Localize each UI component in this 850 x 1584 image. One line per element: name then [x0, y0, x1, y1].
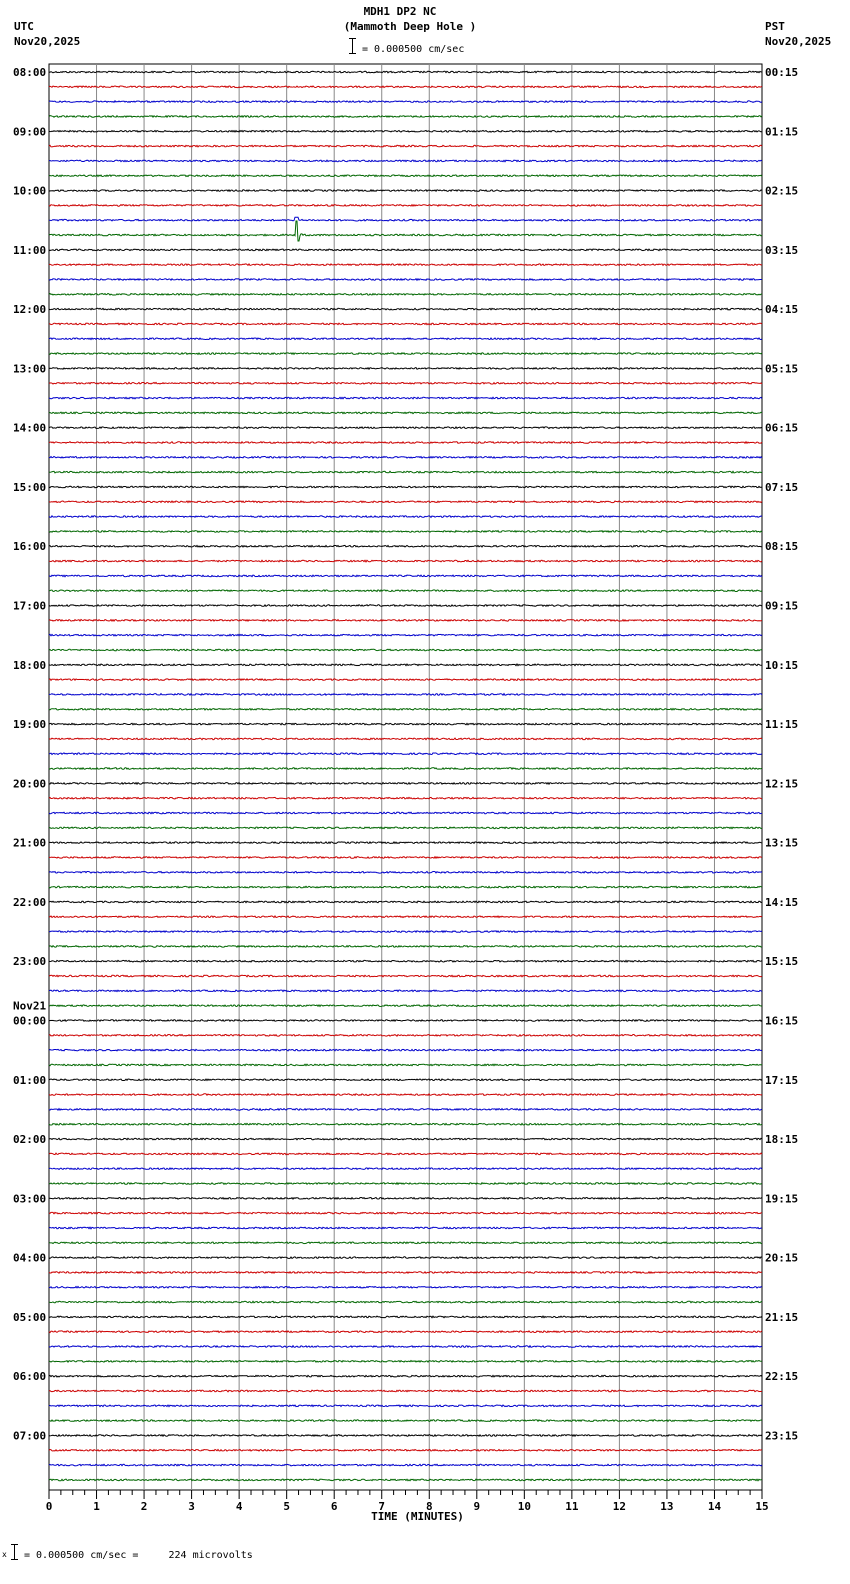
seismic-trace — [49, 412, 762, 414]
right-date: Nov20,2025 — [765, 35, 832, 48]
seismic-trace — [49, 1331, 762, 1333]
seismic-trace — [49, 1198, 762, 1200]
seismic-trace — [49, 664, 762, 666]
pst-hour-label: 08:15 — [765, 540, 799, 554]
station-title: MDH1 DP2 NC — [363, 5, 437, 18]
seismic-trace — [49, 827, 762, 829]
pst-hour-label: 10:15 — [765, 658, 799, 672]
seismic-trace — [49, 442, 762, 444]
seismic-trace — [49, 634, 762, 636]
x-tick-label: 2 — [140, 1500, 148, 1513]
utc-hour-label: 11:00 — [13, 243, 47, 257]
seismic-trace — [49, 1346, 762, 1348]
seismic-trace — [49, 1450, 762, 1452]
seismic-trace — [49, 427, 762, 429]
seismic-trace — [49, 1316, 762, 1318]
x-tick-label: 0 — [45, 1500, 53, 1513]
seismic-trace — [49, 1064, 762, 1066]
seismic-trace — [49, 960, 762, 962]
utc-hour-label: 10:00 — [13, 184, 47, 198]
utc-hour-label: 05:00 — [13, 1310, 47, 1324]
utc-hour-label: 14:00 — [13, 421, 47, 435]
seismic-trace — [49, 264, 762, 266]
utc-hour-label: 19:00 — [13, 718, 47, 732]
seismic-trace — [49, 531, 762, 533]
station-location: (Mammoth Deep Hole ) — [343, 20, 477, 33]
footer-calibration-text: = 0.000500 cm/sec = 224 microvolts — [24, 1550, 253, 1561]
seismic-trace — [49, 545, 762, 547]
seismic-trace — [49, 1227, 762, 1229]
footer-x-marker: x — [2, 1550, 7, 1559]
pst-hour-label: 01:15 — [765, 125, 799, 139]
pst-hour-label: 19:15 — [765, 1192, 799, 1206]
utc-hour-label: 12:00 — [13, 303, 47, 317]
seismic-trace — [49, 590, 762, 592]
utc-hour-label: 21:00 — [13, 836, 47, 850]
x-tick-label: 3 — [188, 1500, 195, 1513]
seismic-trace — [49, 886, 762, 888]
seismic-trace — [49, 1020, 762, 1022]
seismic-trace — [49, 221, 762, 241]
seismic-trace — [49, 975, 762, 977]
date-change-label: Nov21 — [13, 999, 47, 1013]
seismic-trace — [49, 160, 762, 162]
seismic-trace — [49, 872, 762, 874]
x-tick-label: 10 — [517, 1500, 531, 1513]
seismic-trace — [49, 86, 762, 88]
x-tick-label: 4 — [235, 1500, 243, 1513]
x-tick-label: 5 — [283, 1500, 290, 1513]
pst-hour-label: 13:15 — [765, 836, 799, 850]
pst-hour-label: 03:15 — [765, 243, 799, 257]
seismic-trace — [49, 1168, 762, 1170]
pst-hour-label: 22:15 — [765, 1370, 799, 1384]
seismic-trace — [49, 1286, 762, 1288]
seismic-trace — [49, 217, 762, 221]
x-tick-label: 9 — [473, 1500, 481, 1513]
seismic-trace — [49, 620, 762, 622]
x-tick-label: 1 — [93, 1500, 100, 1513]
seismic-trace — [49, 753, 762, 755]
scale-text: = 0.000500 cm/sec — [362, 44, 465, 55]
seismic-trace — [49, 901, 762, 903]
pst-hour-label: 04:15 — [765, 303, 799, 317]
seismic-trace — [49, 768, 762, 770]
pst-hour-label: 15:15 — [765, 955, 799, 969]
seismic-trace — [49, 649, 762, 651]
utc-hour-label: 17:00 — [13, 599, 47, 613]
seismic-trace — [49, 516, 762, 518]
seismic-trace — [49, 471, 762, 473]
utc-hour-label: 13:00 — [13, 362, 47, 376]
pst-hour-label: 18:15 — [765, 1133, 799, 1147]
pst-hour-label: 07:15 — [765, 480, 799, 494]
seismic-trace — [49, 1212, 762, 1214]
seismic-trace — [49, 368, 762, 370]
seismic-trace — [49, 1094, 762, 1096]
seismic-trace — [49, 738, 762, 740]
utc-hour-label: 15:00 — [13, 480, 47, 494]
seismic-trace — [49, 575, 762, 577]
utc-hour-label: 09:00 — [13, 125, 47, 139]
utc-hour-label: 23:00 — [13, 955, 47, 969]
x-tick-label: 13 — [660, 1500, 674, 1513]
seismic-trace — [49, 1257, 762, 1259]
seismic-trace — [49, 797, 762, 799]
utc-hour-label: 01:00 — [13, 1073, 47, 1087]
seismic-trace — [49, 294, 762, 296]
utc-hour-label: 20:00 — [13, 777, 47, 791]
utc-hour-label: 02:00 — [13, 1133, 47, 1147]
utc-hour-label: 08:00 — [13, 66, 47, 79]
seismic-trace — [49, 1049, 762, 1051]
seismic-trace — [49, 131, 762, 133]
left-timezone: UTC — [14, 20, 34, 33]
seismic-trace — [49, 1123, 762, 1125]
pst-hour-label: 00:15 — [765, 66, 799, 79]
utc-hour-label: 00:00 — [13, 1014, 47, 1028]
seismic-trace — [49, 1079, 762, 1081]
seismic-trace — [49, 1464, 762, 1466]
seismic-trace — [49, 1035, 762, 1037]
seismic-trace — [49, 709, 762, 711]
utc-hour-label: 06:00 — [13, 1370, 47, 1384]
seismic-trace — [49, 1183, 762, 1185]
seismic-trace — [49, 1420, 762, 1422]
pst-hour-label: 06:15 — [765, 421, 799, 435]
seismic-trace — [49, 1242, 762, 1244]
seismic-trace — [49, 353, 762, 355]
seismic-trace — [49, 1138, 762, 1140]
pst-hour-label: 14:15 — [765, 895, 799, 909]
x-tick-label: 7 — [378, 1500, 386, 1513]
seismic-trace — [49, 560, 762, 562]
pst-hour-label: 02:15 — [765, 184, 799, 198]
seismic-trace — [49, 279, 762, 281]
utc-hour-label: 04:00 — [13, 1251, 47, 1265]
seismic-trace — [49, 101, 762, 103]
seismic-trace — [49, 71, 762, 73]
seismic-trace — [49, 1109, 762, 1111]
seismic-trace — [49, 605, 762, 607]
x-axis-label: TIME (MINUTES) — [371, 1510, 464, 1523]
utc-hour-label: 07:00 — [13, 1429, 47, 1443]
pst-hour-label: 05:15 — [765, 362, 799, 376]
pst-hour-label: 20:15 — [765, 1251, 799, 1265]
seismic-trace — [49, 916, 762, 918]
seismic-trace — [49, 501, 762, 503]
seismic-trace — [49, 1375, 762, 1377]
seismic-trace — [49, 249, 762, 251]
utc-hour-label: 16:00 — [13, 540, 47, 554]
seismic-trace — [49, 308, 762, 310]
x-tick-label: 15 — [755, 1500, 769, 1513]
seismic-trace — [49, 116, 762, 118]
seismic-trace — [49, 723, 762, 725]
seismic-trace — [49, 946, 762, 948]
seismic-trace — [49, 205, 762, 207]
x-tick-label: 11 — [565, 1500, 579, 1513]
left-date: Nov20,2025 — [14, 35, 81, 48]
seismic-trace — [49, 486, 762, 488]
seismic-trace — [49, 679, 762, 681]
x-tick-label: 6 — [330, 1500, 338, 1513]
utc-hour-label: 18:00 — [13, 658, 47, 672]
seismic-trace — [49, 457, 762, 459]
x-tick-label: 8 — [425, 1500, 433, 1513]
seismic-trace — [49, 1479, 762, 1481]
seismic-trace — [49, 842, 762, 844]
right-timezone: PST — [765, 20, 785, 33]
seismic-trace — [49, 323, 762, 325]
seismic-trace — [49, 1405, 762, 1407]
seismic-trace — [49, 694, 762, 696]
plot-frame — [49, 64, 762, 1490]
seismic-trace — [49, 1301, 762, 1303]
seismic-trace — [49, 1435, 762, 1437]
seismic-trace — [49, 931, 762, 933]
seismic-trace — [49, 1005, 762, 1007]
seismic-trace — [49, 1361, 762, 1363]
seismic-trace — [49, 1272, 762, 1274]
footer-scale-bar-icon — [11, 1544, 18, 1560]
pst-hour-label: 23:15 — [765, 1429, 799, 1443]
seismic-trace — [49, 857, 762, 859]
pst-hour-label: 21:15 — [765, 1310, 799, 1324]
seismic-trace — [49, 990, 762, 992]
pst-hour-label: 09:15 — [765, 599, 799, 613]
utc-hour-label: 03:00 — [13, 1192, 47, 1206]
x-tick-label: 12 — [612, 1500, 627, 1513]
seismic-trace — [49, 338, 762, 340]
seismic-trace — [49, 175, 762, 177]
pst-hour-label: 17:15 — [765, 1073, 799, 1087]
x-tick-label: 14 — [707, 1500, 722, 1513]
seismic-trace — [49, 812, 762, 814]
pst-hour-label: 11:15 — [765, 718, 799, 732]
seismic-trace — [49, 397, 762, 399]
seismic-trace — [49, 1153, 762, 1155]
utc-hour-label: 22:00 — [13, 895, 47, 909]
seismic-trace — [49, 382, 762, 384]
seismic-trace — [49, 145, 762, 147]
pst-hour-label: 16:15 — [765, 1014, 799, 1028]
seismic-trace — [49, 783, 762, 785]
seismic-trace — [49, 1390, 762, 1392]
pst-hour-label: 12:15 — [765, 777, 799, 791]
seismic-trace — [49, 190, 762, 192]
